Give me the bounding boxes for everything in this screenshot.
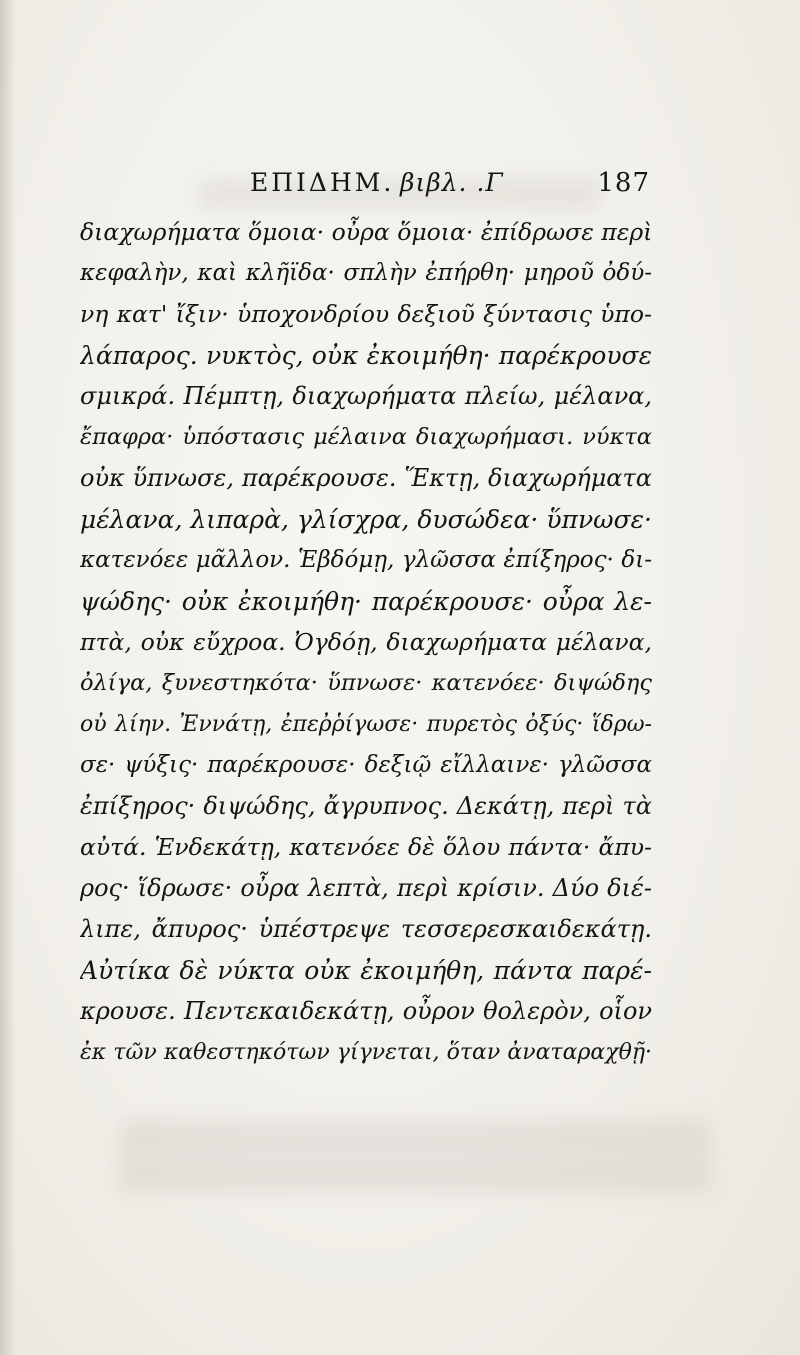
text-line: αὐτά. Ἑνδεκάτῃ, κατενόεε δὲ ὅλου πάντα· ἄπυ- bbox=[80, 833, 652, 861]
text-line: πτὰ, οὐκ εὔχροα. Ὀγδόῃ, διαχωρήματα μέλανα, bbox=[80, 628, 652, 656]
page-gutter-shadow bbox=[0, 0, 16, 1355]
text-line: ὀλίγα, ξυνεστηκότα· ὕπνωσε· κατενόεε· διψώδης bbox=[80, 670, 652, 696]
text-line: Αὐτίκα δὲ νύκτα οὐκ ἐκοιμήθη, πάντα παρέ- bbox=[80, 956, 652, 985]
running-header bbox=[250, 168, 650, 208]
text-line: οὐ λίην. Ἐννάτῃ, ἐπεῤῥίγωσε· πυρετὸς ὀξύς· ἵδρω- bbox=[80, 712, 652, 737]
text-line: λιπε, ἄπυρος· ὑπέστρεψε τεσσερεσκαιδεκάτῃ. bbox=[80, 915, 652, 943]
text-line: διαχωρήματα ὅμοια· οὖρα ὅμοια· ἐπίδρωσε περὶ bbox=[80, 218, 652, 246]
text-line: ρος· ἵδρωσε· οὖρα λεπτὰ, περὶ κρίσιν. Δύο διέ- bbox=[80, 874, 652, 902]
text-line: σε· ψύξις· παρέκρουσε· δεξιῷ εἴλλαινε· γλῶσσα bbox=[80, 752, 652, 778]
text-line: ἐκ τῶν καθεστηκότων γίγνεται, ὅταν ἀναταραχθῇ· bbox=[80, 1040, 652, 1065]
page-number: 187 bbox=[597, 168, 650, 198]
running-title: ΕΠΙΔΗΜ. bbox=[250, 168, 395, 197]
text-line: μέλανα, λιπαρὰ, γλίσχρα, δυσώδεα· ὕπνωσε· bbox=[80, 505, 652, 534]
text-line: σμικρά. Πέμπτῃ, διαχωρήματα πλείω, μέλανα, bbox=[80, 382, 652, 410]
book-section: βιβλ. .Γ bbox=[400, 168, 504, 197]
text-line: ἐπίξηρος· διψώδης, ἄγρυπνος. Δεκάτῃ, περὶ τὰ bbox=[80, 792, 652, 820]
text-line: κρουσε. Πεντεκαιδεκάτῃ, οὖρον θολερὸν, οἷον bbox=[80, 997, 652, 1025]
show-through-smudge bbox=[120, 1158, 710, 1192]
body-text bbox=[80, 212, 652, 1073]
text-line: ἔπαφρα· ὑπόστασις μέλαινα διαχωρήμασι. νύκτα bbox=[80, 424, 652, 450]
text-line: λάπαρος. νυκτὸς, οὐκ ἐκοιμήθη· παρέκρουσε bbox=[80, 341, 652, 370]
text-line: κεφαλὴν, καὶ κλῆϊδα· σπλὴν ἐπήρθη· μηροῦ ὀδύ- bbox=[80, 260, 652, 286]
text-line: κατενόεε μᾶλλον. Ἑβδόμῃ, γλῶσσα ἐπίξηρος· δι- bbox=[80, 547, 652, 573]
text-line: ψώδης· οὐκ ἐκοιμήθη· παρέκρουσε· οὖρα λε- bbox=[80, 587, 652, 616]
show-through-smudge bbox=[120, 1120, 710, 1154]
text-line: νη κατ' ἴξιν· ὑποχονδρίου δεξιοῦ ξύντασις ὑπο- bbox=[80, 300, 652, 328]
text-line: οὐκ ὕπνωσε, παρέκρουσε. Ἕκτῃ, διαχωρήματα bbox=[80, 464, 652, 492]
